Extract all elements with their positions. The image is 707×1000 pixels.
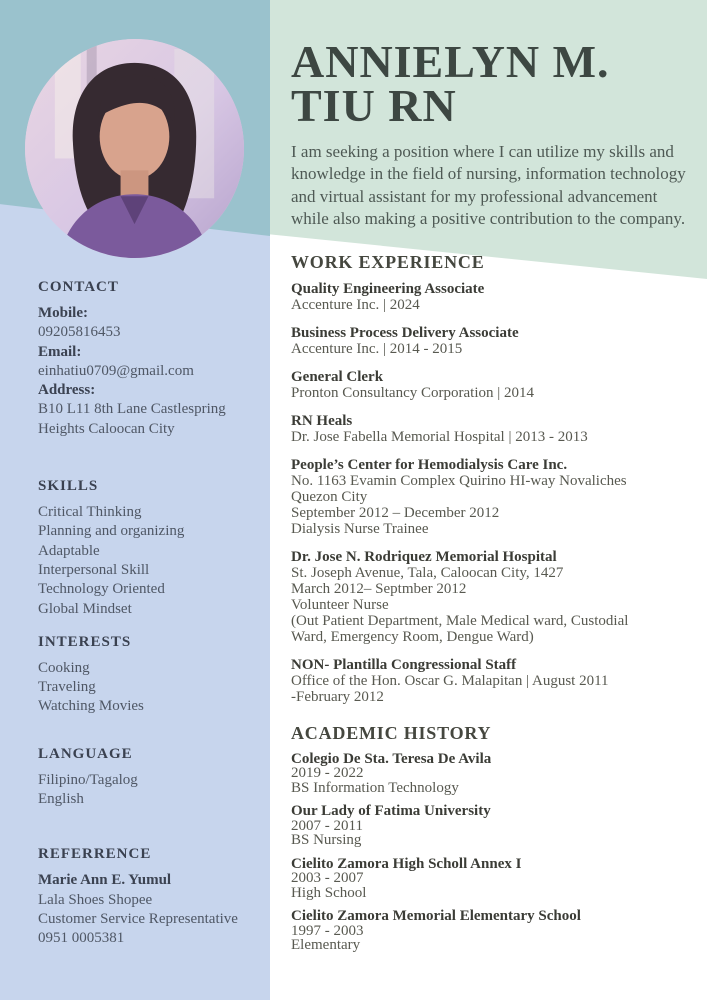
work-entry-detail: -February 2012 [291, 688, 384, 705]
work-entry-title: NON- Plantilla Congressional Staff [291, 656, 517, 673]
reference-line: Lala Shoes Shopee [38, 891, 153, 908]
work-experience-heading: WORK EXPERIENCE [291, 251, 485, 272]
language-item: English [38, 791, 84, 808]
interest-item: Cooking [38, 659, 90, 676]
language-section [38, 744, 250, 810]
interest-item: Traveling [38, 679, 96, 696]
contact-value-address-line1: B10 L11 8th Lane Castlespring [38, 401, 226, 418]
work-entry [291, 549, 689, 645]
work-entry-detail: No. 1163 Evamin Complex Quirino HI-way Novaliches [291, 472, 627, 489]
academic-entry-detail: High School [291, 884, 367, 901]
contact-label-mobile: Mobile: [38, 305, 88, 321]
work-entry-detail: March 2012– Septmber 2012 [291, 580, 467, 597]
skill-item: Adaptable [38, 542, 100, 559]
work-entry [291, 281, 689, 313]
academic-entry-detail: BS Nursing [291, 832, 362, 849]
skill-item: Global Mindset [38, 600, 132, 617]
work-entry [291, 657, 689, 705]
contact-value-address-line2: Heights Caloocan City [38, 420, 175, 437]
academic-entry-detail: BS Information Technology [291, 779, 459, 796]
academic-entry-title: Cielito Zamora High Scholl Annex I [291, 855, 522, 872]
skill-item: Critical Thinking [38, 504, 142, 521]
objective-text: I am seeking a position where I can utilize my skills and knowledge in the field of nursing, information technology and virtual assistant for my professional advancement while also making a positive contribution to the company. [291, 142, 686, 229]
main-content [291, 36, 689, 962]
skills-heading: SKILLS [38, 478, 99, 495]
sidebar [38, 277, 250, 949]
work-entry-detail: (Out Patient Department, Male Medical ward, Custodial [291, 612, 629, 629]
skill-item: Planning and organizing [38, 523, 185, 540]
contact-label-email: Email: [38, 343, 82, 360]
reference-section [38, 844, 250, 948]
reference-line: 0951 0005381 [38, 930, 125, 947]
skill-item: Technology Oriented [38, 581, 165, 598]
work-entry [291, 413, 689, 445]
reference-line: Customer Service Representative [38, 910, 238, 927]
work-entry-title: RN Heals [291, 412, 353, 429]
name-line2: TIU RN [291, 80, 457, 131]
academic-entry-detail: 2003 - 2007 [291, 870, 364, 887]
work-entry [291, 369, 689, 401]
interests-section [38, 632, 250, 717]
work-entry-detail: Ward, Emergency Room, Dengue Ward) [291, 628, 534, 645]
academic-entry-detail: 2007 - 2011 [291, 817, 363, 834]
work-entry-detail: Dialysis Nurse Trainee [291, 520, 429, 537]
reference-name: Marie Ann E. Yumul [38, 872, 172, 889]
academic-entry-title: Colegio De Sta. Teresa De Avila [291, 750, 492, 767]
work-entry-detail: Accenture Inc. | 2014 - 2015 [291, 340, 463, 357]
interest-item: Watching Movies [38, 698, 144, 715]
interests-heading: INTERESTS [38, 633, 132, 650]
work-entry [291, 325, 689, 357]
reference-heading: REFERRENCE [38, 846, 152, 863]
work-entry-title: Business Process Delivery Associate [291, 324, 519, 341]
skills-section [38, 476, 250, 619]
academic-entry-title: Our Lady of Fatima University [291, 803, 491, 820]
academic-history-heading: ACADEMIC HISTORY [291, 722, 492, 743]
academic-entry [291, 909, 689, 953]
work-experience-section [291, 252, 689, 705]
page-title [291, 36, 689, 131]
contact-section [38, 277, 250, 439]
contact-value-email: einhatiu0709@gmail.com [38, 362, 194, 379]
academic-entry-detail: 2019 - 2022 [291, 765, 364, 782]
academic-entry-detail: Elementary [291, 937, 361, 954]
academic-entry [291, 752, 689, 796]
contact-label-address: Address: [38, 382, 96, 399]
work-entry-detail: Pronton Consultancy Corporation | 2014 [291, 384, 534, 401]
work-entry-detail: September 2012 – December 2012 [291, 504, 500, 521]
work-entry-detail: Accenture Inc. | 2024 [291, 296, 420, 313]
academic-entry-title: Cielito Zamora Memorial Elementary School [291, 908, 581, 925]
name-line1: ANNIELYN M. [291, 36, 610, 87]
work-entry [291, 457, 689, 537]
work-entry-detail: Office of the Hon. Oscar G. Malapitan | August 2011 [291, 672, 609, 689]
profile-photo-illustration [25, 39, 244, 258]
language-item: Filipino/Tagalog [38, 771, 138, 788]
skill-item: Interpersonal Skill [38, 561, 150, 578]
work-entry-detail: Quezon City [291, 488, 368, 505]
work-entry-title: Dr. Jose N. Rodriquez Memorial Hospital [291, 548, 557, 565]
profile-photo [25, 39, 244, 258]
contact-heading: CONTACT [38, 279, 119, 295]
language-heading: LANGUAGE [38, 745, 133, 762]
work-entry-title: People’s Center for Hemodialysis Care Inc. [291, 456, 568, 473]
work-entry-detail: Volunteer Nurse [291, 596, 389, 613]
work-entry-detail: Dr. Jose Fabella Memorial Hospital | 2013 - 2013 [291, 428, 588, 445]
academic-entry [291, 857, 689, 901]
academic-entry [291, 804, 689, 848]
contact-value-mobile: 09205816453 [38, 324, 121, 341]
work-entry-title: General Clerk [291, 368, 384, 385]
academic-entry-detail: 1997 - 2003 [291, 922, 364, 939]
work-entry-detail: St. Joseph Avenue, Tala, Caloocan City, 1427 [291, 564, 564, 581]
work-entry-title: Quality Engineering Associate [291, 280, 485, 297]
academic-history-section [291, 723, 689, 953]
